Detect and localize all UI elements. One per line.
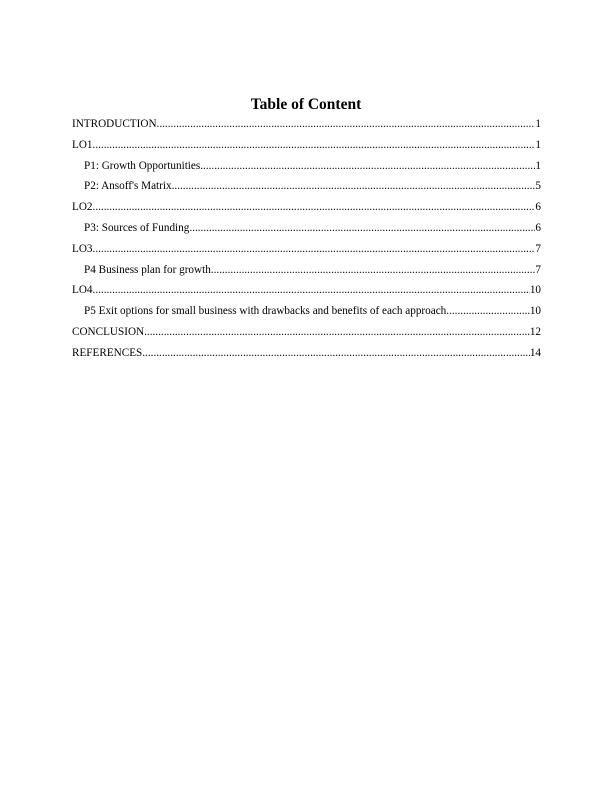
- toc-title: Table of Content: [250, 96, 362, 113]
- toc-entry-label: REFERENCES: [72, 346, 143, 359]
- toc-entry-page: 1: [535, 118, 541, 130]
- toc-entry-lo1[interactable]: [72, 138, 541, 159]
- toc-entry-references[interactable]: [72, 346, 541, 367]
- toc-entry-page: 6: [535, 221, 541, 234]
- toc-entry-label: P1: Growth Opportunities: [84, 159, 201, 172]
- dot-leader: [172, 179, 536, 193]
- toc-entry-introduction[interactable]: [72, 117, 541, 138]
- toc-entry-conclusion[interactable]: [72, 325, 541, 346]
- toc-entry-page: 12: [529, 325, 541, 338]
- toc-entry-label: CONCLUSION: [72, 325, 145, 338]
- toc-entry-label: LO2: [72, 201, 93, 214]
- toc-entry-page: 6: [535, 201, 541, 214]
- dot-leader: [93, 242, 536, 256]
- toc-entry-label: P2: Ansoff's Matrix: [84, 180, 172, 193]
- toc-entry-lo2[interactable]: [72, 200, 541, 221]
- dot-leader: [93, 283, 530, 297]
- toc-entry-page: 1: [535, 138, 541, 151]
- toc-entry-page: 10: [529, 305, 541, 318]
- dot-leader: [144, 325, 530, 339]
- toc-entry-page: 10: [529, 284, 541, 297]
- dot-leader: [211, 263, 536, 277]
- toc-entry-label: LO3: [72, 242, 93, 255]
- dot-leader: [93, 200, 536, 214]
- toc-entry-lo3[interactable]: [72, 242, 541, 263]
- toc-entry-label: P3: Sources of Funding: [84, 221, 190, 234]
- dot-leader: [446, 304, 530, 318]
- toc-entry-lo4[interactable]: [72, 283, 541, 304]
- toc-entry-p4[interactable]: [72, 263, 541, 284]
- toc-entry-page: 5: [535, 180, 541, 193]
- dot-leader: [157, 117, 536, 131]
- toc-entry-page: 1: [535, 159, 541, 172]
- toc-entry-p3[interactable]: [72, 221, 541, 242]
- toc-entry-p5[interactable]: [72, 304, 541, 325]
- toc-list: [72, 117, 541, 367]
- dot-leader: [189, 221, 535, 235]
- toc-entry-label: INTRODUCTION: [72, 118, 157, 130]
- toc-entry-page: 14: [529, 346, 541, 359]
- toc-entry-page: 7: [535, 263, 541, 276]
- dot-leader: [142, 346, 530, 360]
- toc-entry-label: P5 Exit options for small business with drawbacks and benefits of each approach: [84, 305, 447, 318]
- dot-leader: [93, 138, 536, 152]
- toc-entry-p1[interactable]: [72, 159, 541, 180]
- toc-entry-label: LO4: [72, 284, 93, 297]
- toc-entry-page: 7: [535, 242, 541, 255]
- toc-entry-label: LO1: [72, 138, 93, 151]
- toc-entry-label: P4 Business plan for growth: [84, 263, 211, 276]
- dot-leader: [200, 159, 535, 173]
- toc-entry-p2[interactable]: [72, 179, 541, 200]
